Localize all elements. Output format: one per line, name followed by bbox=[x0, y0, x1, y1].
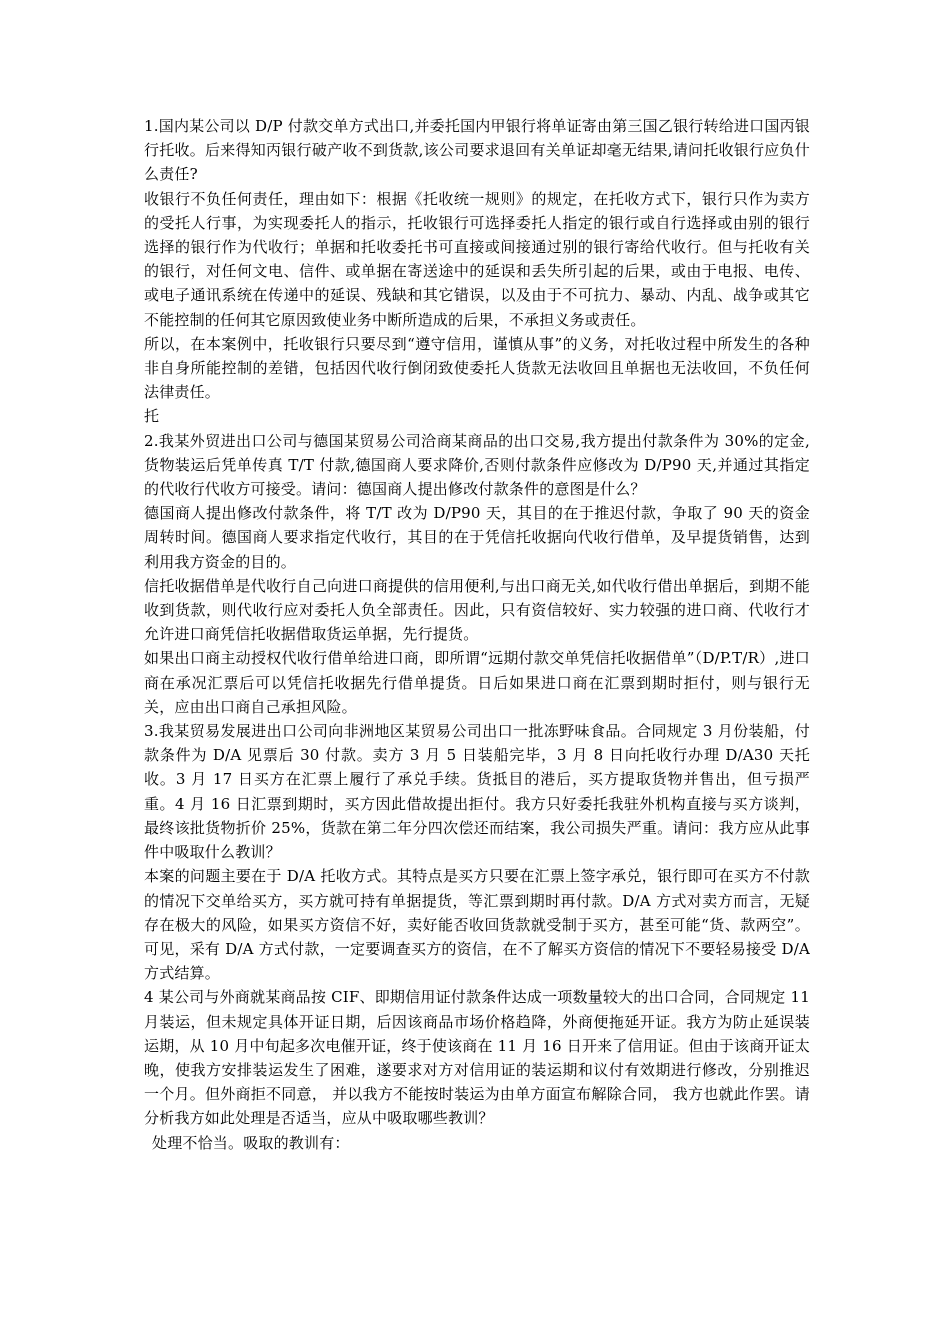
answer-3-paragraph: 本案的问题主要在于 D/A 托收方式。其特点是买方只要在汇票上签字承兑，银行即可在买方不付款的情况下交单给买方，买方就可持有单据提货，等汇票到期时再付款。D/A 方式对卖方而言，无疑存在极大的风险，如果买方资信不好，卖好能否收回货款就受制于买方，甚至可能“货、款两空”。可见，采有 D/A 方式付款，一定要调查买方的资信，在不了解买方资信的情况下不要轻易接受 D/A 方式结算。 bbox=[144, 867, 810, 983]
question-3: 3.我某贸易发展进出口公司向非洲地区某贸易公司出口一批冻野味食品。合同规定 3 月份装船，付款条件为 D/A 见票后 30 付款。卖方 3 月 5 日装船完毕，3 月 8 日向托收行办理 D/A30 天托收。3 月 17 日买方在汇票上履行了承兑手续。货抵目的港后，买方提取货物并售出，但亏损严重。4 月 16 日汇票到期时，买方因此借故提出拒付。我方只好委托我驻外机构直接与买方谈判，最终该批货物折价 25%，货款在第二年分四次偿还而结案，我公司损失严重。请问：我方应从此事件中吸取什么教训？ bbox=[144, 722, 810, 862]
stray-character-line: 托 bbox=[144, 407, 160, 426]
answer-1-conclusion: 所以，在本案例中，托收银行只要尽到“遵守信用，谨慎从事”的义务，对托收过程中所发生的各种非自身所能控制的差错，包括因代收行倒闭致使委托人货款无法收回且单据也无法收回，不负任何法律责任。 bbox=[144, 334, 810, 402]
question-4: 4 某公司与外商就某商品按 CIF、即期信用证付款条件达成一项数量较大的出口合同，合同规定 11 月装运，但未规定具体开证日期，后因该商品市场价格趋降，外商便拖延开证。我方为防止延误装运期，从 10 月中旬起多次电催开证，终于使该商在 11 月 16 日开来了信用证。但由于该商开证太晚，使我方安排装运发生了困难，遂要求对方对信用证的装运期和议付有效期进行修改，分别推迟一个月。但外商拒不同意， 并以我方不能按时装运为由单方面宣布解除合同， 我方也就此作罢。请分析我方如此处理是否适当，应从中吸取哪些教训？ bbox=[144, 988, 810, 1128]
question-2: 2.我某外贸进出口公司与德国某贸易公司洽商某商品的出口交易,我方提出付款条件为 30%的定金,货物装运后凭单传真 T/T 付款,德国商人要求降价,否则付款条件应修改为 D/P90 天,并通过其指定的代收行代收方可接受。请问：德国商人提出修改付款条件的意图是什么？ bbox=[144, 431, 810, 499]
answer-4-intro: 处理不恰当。吸取的教训有： bbox=[152, 1133, 350, 1152]
answer-1-paragraph: 收银行不负任何责任，理由如下：根据《托收统一规则》的规定，在托收方式下，银行只作为卖方的受托人行事，为实现委托人的指示，托收银行可选择委托人指定的银行或自行选择或由别的银行选择的银行作为代收行；单据和托收委托书可直接或间接通过别的银行寄给代收行。但与托收有关的银行，对任何文电、信件、或单据在寄送途中的延误和丢失所引起的后果，或由于电报、电传、或电子通讯系统在传递中的延误、残缺和其它错误，以及由于不可抗力、暴动、内乱、战争或其它不能控制的任何其它原因致使业务中断所造成的后果，不承担义务或责任。 bbox=[144, 189, 810, 329]
answer-2-dp-tr: 如果出口商主动授权代收行借单给进口商，即所谓“远期付款交单凭信托收据借单”（D/P.T/R）,进口商在承况汇票后可以凭信托收据先行借单提货。日后如果进口商在汇票到期时拒付，则与银行无关，应由出口商自己承担风险。 bbox=[144, 649, 810, 716]
answer-2-paragraph: 德国商人提出修改付款条件，将 T/T 改为 D/P90 天，其目的在于推迟付款，争取了 90 天的资金周转时间。德国商人要求指定代收行，其目的在于凭信托收据向代收行借单，及早提货销售，达到利用我方资金的目的。 bbox=[144, 504, 810, 571]
question-1: 1.国内某公司以 D/P 付款交单方式出口,并委托国内甲银行将单证寄由第三国乙银行转给进口国丙银行托收。后来得知丙银行破产收不到货款,该公司要求退回有关单证却毫无结果,请问托收银行应负什么责任? bbox=[144, 117, 810, 184]
answer-2-trust-receipt: 信托收据借单是代收行自己向进口商提供的信用便利,与出口商无关,如代收行借出单据后，到期不能收到货款，则代收行应对委托人负全部责任。因此，只有资信较好、实力较强的进口商、代收行才允许进口商凭信托收据借取货运单据，先行提货。 bbox=[144, 576, 810, 644]
document-body bbox=[144, 114, 810, 1155]
